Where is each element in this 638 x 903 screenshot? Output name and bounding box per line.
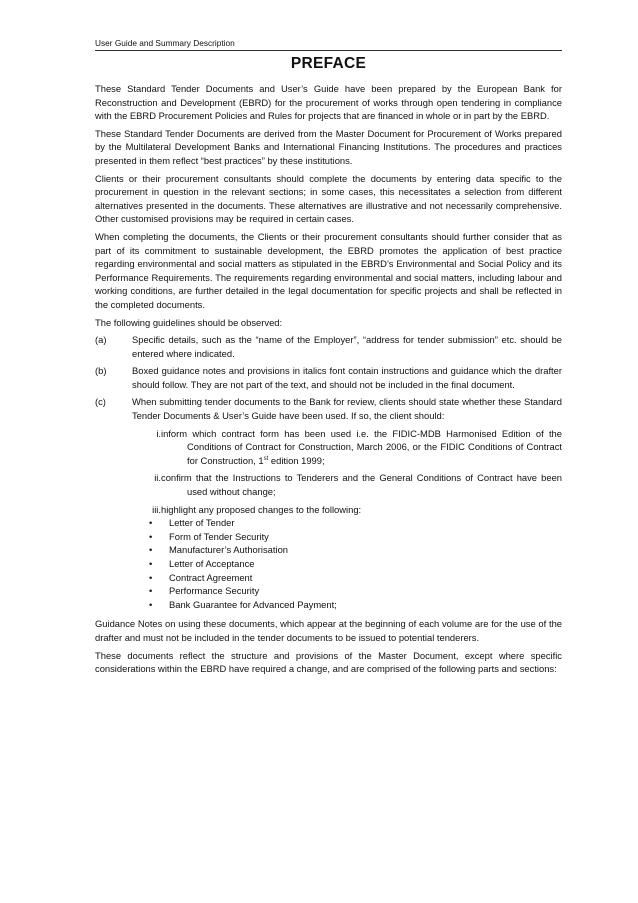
guideline-item xyxy=(95,395,562,422)
guideline-label: (b) xyxy=(95,365,107,377)
sub-item xyxy=(95,503,562,517)
sub-item-number: i. xyxy=(156,427,161,439)
paragraph: Clients or their procurement consultants should complete the documents by entering data specific to the procurement in question in the relevant sections; in some cases, this necessitates a selection from different alternatives presented in the documents. These alternatives are illustrative and not necessarily comprehensive. Other customised provisions may be required in certain cases. xyxy=(95,172,562,225)
document-body xyxy=(95,82,562,680)
bullet-list xyxy=(95,516,562,611)
sub-item-number: iii. xyxy=(152,503,161,515)
bullet-item: • Letter of Tender xyxy=(149,516,562,530)
bullet-item: • Form of Tender Security xyxy=(149,530,562,544)
guideline-text: When submitting tender documents to the Bank for review, clients should state whether these Standard Tender Documents & User’s Guide have been used. If so, the client should: xyxy=(132,396,562,422)
sub-item-text: confirm that the Instructions to Tenderers and the General Conditions of Contract have been used without change; xyxy=(161,472,562,498)
paragraph: These documents reflect the structure and provisions of the Master Document, except where specific considerations within the EBRD have required a change, and are comprised of the following parts and sections: xyxy=(95,649,562,675)
sub-item-text: highlight any proposed changes to the following: xyxy=(161,503,362,515)
paragraph: These Standard Tender Documents are derived from the Master Document for Procurement of Works prepared by the Multilateral Development Banks and International Financing Institutions. The procedures and practices presented in them reflect “best practices” by these institutions. xyxy=(95,127,562,166)
bullet-item: • Manufacturer’s Authorisation xyxy=(149,543,562,557)
page-header: User Guide and Summary Description xyxy=(95,38,562,51)
bullet-item: • Performance Security xyxy=(149,584,562,598)
paragraph: These Standard Tender Documents and User’s Guide have been prepared by the European Bank for Reconstruction and Development (EBRD) for the procurement of works through open tendering in compliance with the EBRD Procurement Policies and Rules for projects that are financed in whole or in part by the EBRD. xyxy=(95,83,562,122)
sub-item xyxy=(95,471,562,498)
guideline-label: (c) xyxy=(95,396,106,408)
guideline-text: Boxed guidance notes and provisions in italics font contain instructions and guidance which the drafter should follow. They are not part of the text, and should not be included in the final document. xyxy=(132,365,562,390)
page-title: PREFACE xyxy=(290,55,367,72)
guideline-item xyxy=(95,333,562,360)
bullet-item: • Letter of Acceptance xyxy=(149,557,562,571)
paragraph: Guidance Notes on using these documents, which appear at the beginning of each volume are for the use of the drafter and must not be included in the tender documents to be issued to potential tenderers. xyxy=(95,618,562,643)
paragraph: When completing the documents, the Clients or their procurement consultants should further consider that as part of its commitment to sustainable development, the EBRD promotes the application of best practice regarding environmental and social matters as stipulated in the EBRD’s Environmental and Social Policy and its Performance Requirements. The requirements regarding environmental and social matters, including labour and working conditions, are further detailed in the legal documentation for specific projects and shall be reflected in the completed documents. xyxy=(95,230,562,310)
bullet-item: • Bank Guarantee for Advanced Payment; xyxy=(149,598,562,612)
sub-item-number: ii. xyxy=(154,472,161,484)
bullet-item: • Contract Agreement xyxy=(149,571,562,585)
guideline-item xyxy=(95,364,562,391)
guideline-text: Specific details, such as the “name of the Employer”, “address for tender submission” etc. should be entered where indicated. xyxy=(132,334,562,359)
sub-item-text: inform which contract form has been used i.e. the FIDIC-MDB Harmonised Edition of the Conditions of Contract for Construction, March 2006, or the FIDIC Conditions of Contract for Construction, 1st edition 1999; xyxy=(161,427,562,466)
guideline-label: (a) xyxy=(95,334,107,346)
paragraph: The following guidelines should be observed: xyxy=(95,316,283,328)
superscript: st xyxy=(263,455,269,462)
sub-item xyxy=(95,427,562,468)
